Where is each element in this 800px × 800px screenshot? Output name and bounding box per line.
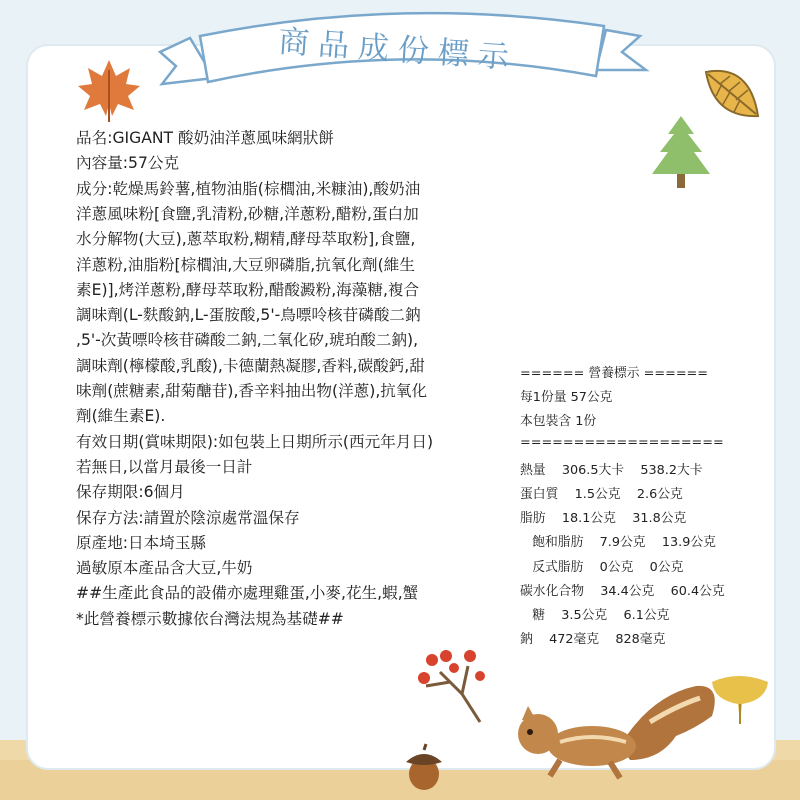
product-info-line: 成分:乾燥馬鈴薯,植物油脂(棕櫚油,米糠油),酸奶油 — [76, 179, 421, 198]
nutrition-line: 鈉 472毫克 828毫克 — [520, 632, 666, 648]
product-info-line: 若無日,以當月最後一日計 — [76, 457, 253, 476]
nutrition-line: 脂肪 18.1公克 31.8公克 — [520, 511, 687, 527]
product-info-line: 過敏原本產品含大豆,牛奶 — [76, 559, 253, 578]
product-info-line: ##生產此食品的設備亦處理雞蛋,小麥,花生,蝦,蟹 — [76, 584, 419, 603]
berry-branch-icon — [410, 642, 500, 726]
acorn-icon — [402, 742, 446, 792]
product-info-line: 調味劑(L-麩酸鈉,L-蛋胺酸,5'-鳥嘌呤核苷磷酸二鈉 — [76, 306, 421, 325]
product-info-line: 味劑(蔗糖素,甜菊醣苷),香辛料抽出物(洋蔥),抗氧化 — [76, 382, 428, 400]
product-info-line: 洋蔥粉,油脂粉[棕櫚油,大豆卵磷脂,抗氧化劑(維生 — [76, 255, 415, 274]
nutrition-line: 碳水化合物 34.4公克 60.4公克 — [520, 583, 725, 599]
nutrition-line: 反式脂肪 0公克 0公克 — [520, 559, 684, 575]
squirrel-icon — [500, 676, 730, 782]
product-info-line: 保存期限:6個月 — [76, 483, 185, 502]
product-info-line: *此營養標示數據依台灣法規為基礎## — [76, 609, 344, 628]
pine-tree-icon — [646, 112, 716, 192]
product-info-line: 水分解物(大豆),蔥萃取粉,糊精,酵母萃取粉],食鹽, — [76, 230, 416, 249]
maple-leaf-icon — [74, 56, 144, 126]
nutrition-line: 每1份量 57公克 — [520, 390, 613, 406]
product-info-line: 原產地:日本埼玉縣 — [76, 533, 207, 552]
product-info-line: ,5'-次黃嘌呤核苷磷酸二鈉,二氧化矽,琥珀酸二鈉), — [76, 331, 419, 350]
nutrition-line: 糖 3.5公克 6.1公克 — [520, 608, 670, 623]
nutrition-line: 蛋白質 1.5公克 2.6公克 — [520, 487, 683, 502]
nutrition-line: ====== 營養標示 ====== — [520, 366, 708, 381]
product-info-line: 有效日期(賞味期限):如包裝上日期所示(西元年月日) — [76, 432, 434, 451]
nutrition-line: 本包裝含 1份 — [520, 414, 597, 430]
product-info-line: 洋蔥風味粉[食鹽,乳清粉,砂糖,洋蔥粉,醋粉,蛋白加 — [76, 204, 419, 223]
product-info-line: 保存方法:請置於陰涼處常溫保存 — [76, 508, 300, 527]
nutrition-line: =================== — [520, 434, 724, 450]
ginkgo-leaf-icon — [708, 670, 772, 728]
product-info-line: 素E)],烤洋蔥粉,酵母萃取粉,醋酸澱粉,海藻糖,複合 — [76, 280, 420, 299]
product-info-line: 內容量:57公克 — [76, 154, 180, 173]
nutrition-line: 熱量 306.5大卡 538.2大卡 — [520, 462, 703, 478]
product-info-line: 調味劑(檸檬酸,乳酸),卡德蘭熱凝膠,香料,碳酸鈣,甜 — [76, 356, 425, 375]
nutrition-line: 飽和脂肪 7.9公克 13.9公克 — [520, 535, 716, 551]
banner-title: 商品成份標示 — [277, 23, 519, 77]
product-info-line: 劑(維生素E). — [76, 407, 166, 426]
product-info-line: 品名:GIGANT 酸奶油洋蔥風味網狀餅 — [76, 129, 334, 147]
